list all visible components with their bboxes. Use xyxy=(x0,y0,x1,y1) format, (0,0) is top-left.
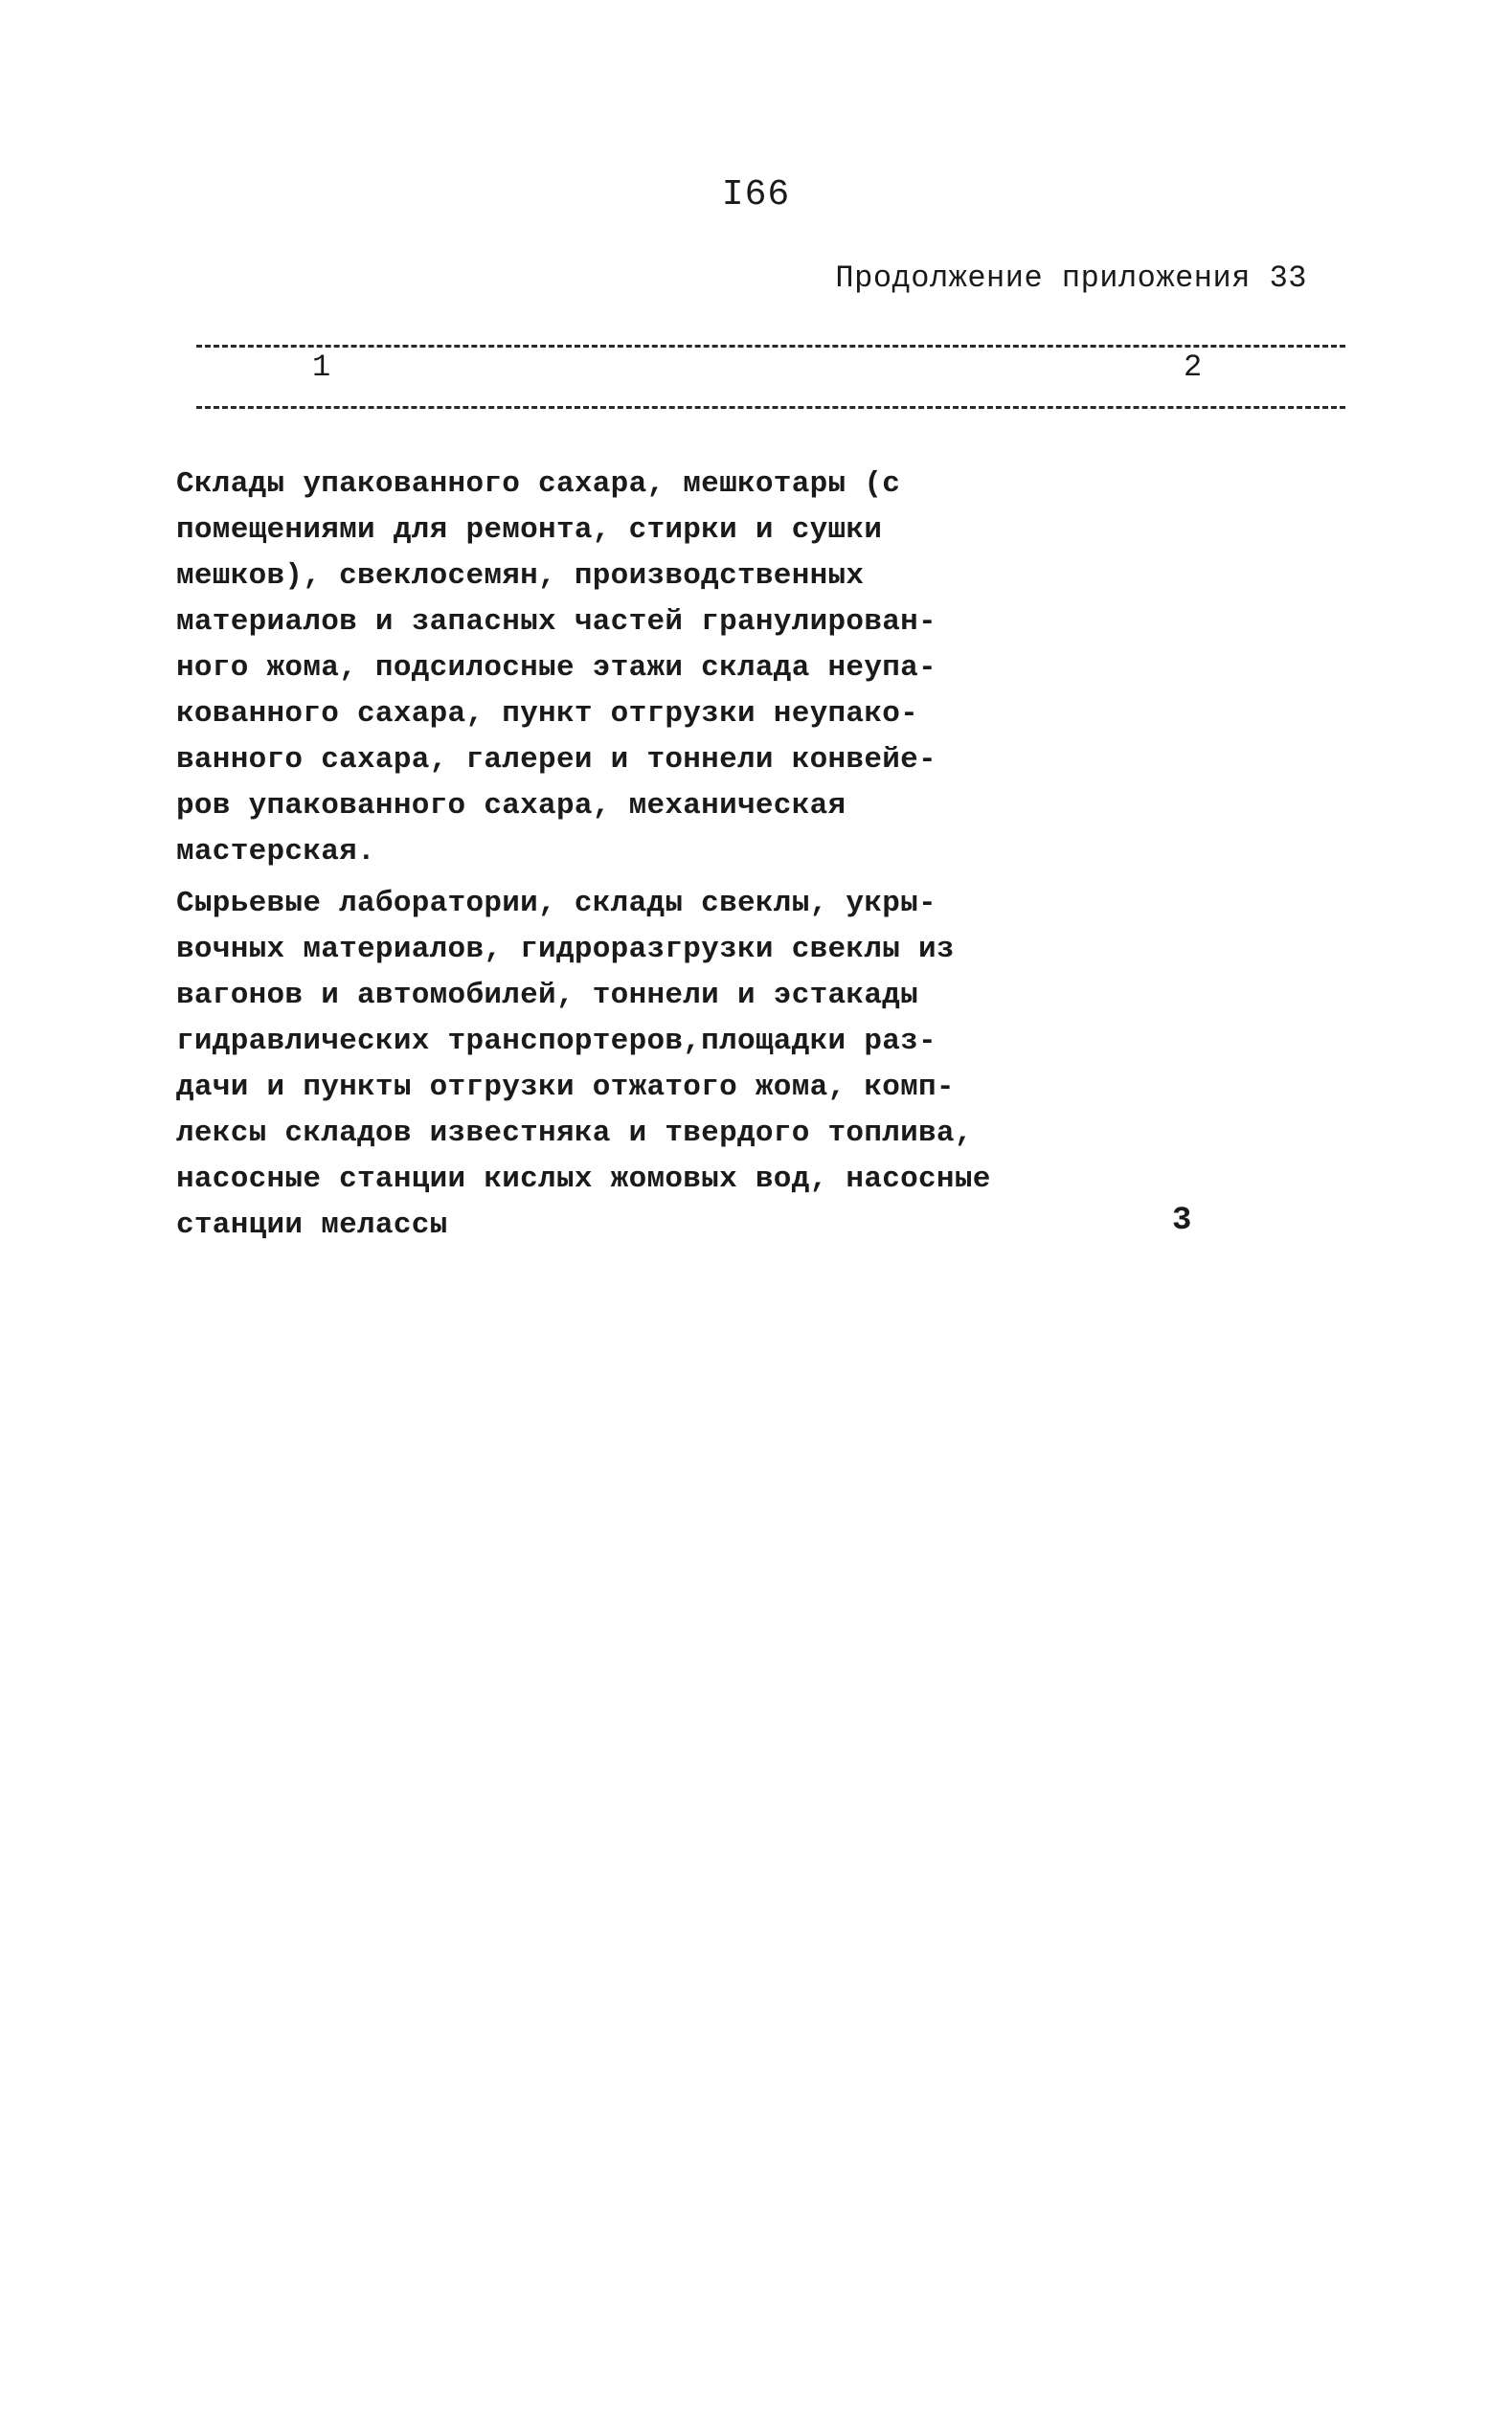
table-rule-top xyxy=(196,345,1345,348)
page-number: I66 xyxy=(721,174,791,215)
continuation-label: Продолжение приложения 33 xyxy=(835,260,1307,296)
column-header-2: 2 xyxy=(1184,350,1203,385)
table-row xyxy=(176,462,1038,875)
row-description: Склады упакованного сахара, мешкотары (с помещениями для ремонта, стирки и сушки мешков), свеклосемян, производственных материалов и запасных частей гранулирован- ного жома, подсилосные этажи склада неупа- кованного сахара, пункт отгрузки неупако- ванного сахара, галереи и тоннели конвейе- ров упакованного сахара, механическая мастерская. xyxy=(176,467,937,869)
row-description: Сырьевые лаборатории, склады свеклы, укры- вочных материалов, гидроразгрузки свеклы из вагонов и автомобилей, тоннели и эстакады гидравлических транспортеров,площадки раз- дачи и пункты отгрузки отжатого жома, комп- лексы складов известняка и твердого топлива, насосные станции кислых жомовых вод, насосные станции мелассы xyxy=(176,887,991,1242)
row-value: 3 xyxy=(1172,1203,1192,1239)
column-header-1: 1 xyxy=(312,350,331,385)
table-rule-bottom xyxy=(196,406,1345,409)
table-row xyxy=(176,881,1192,1249)
